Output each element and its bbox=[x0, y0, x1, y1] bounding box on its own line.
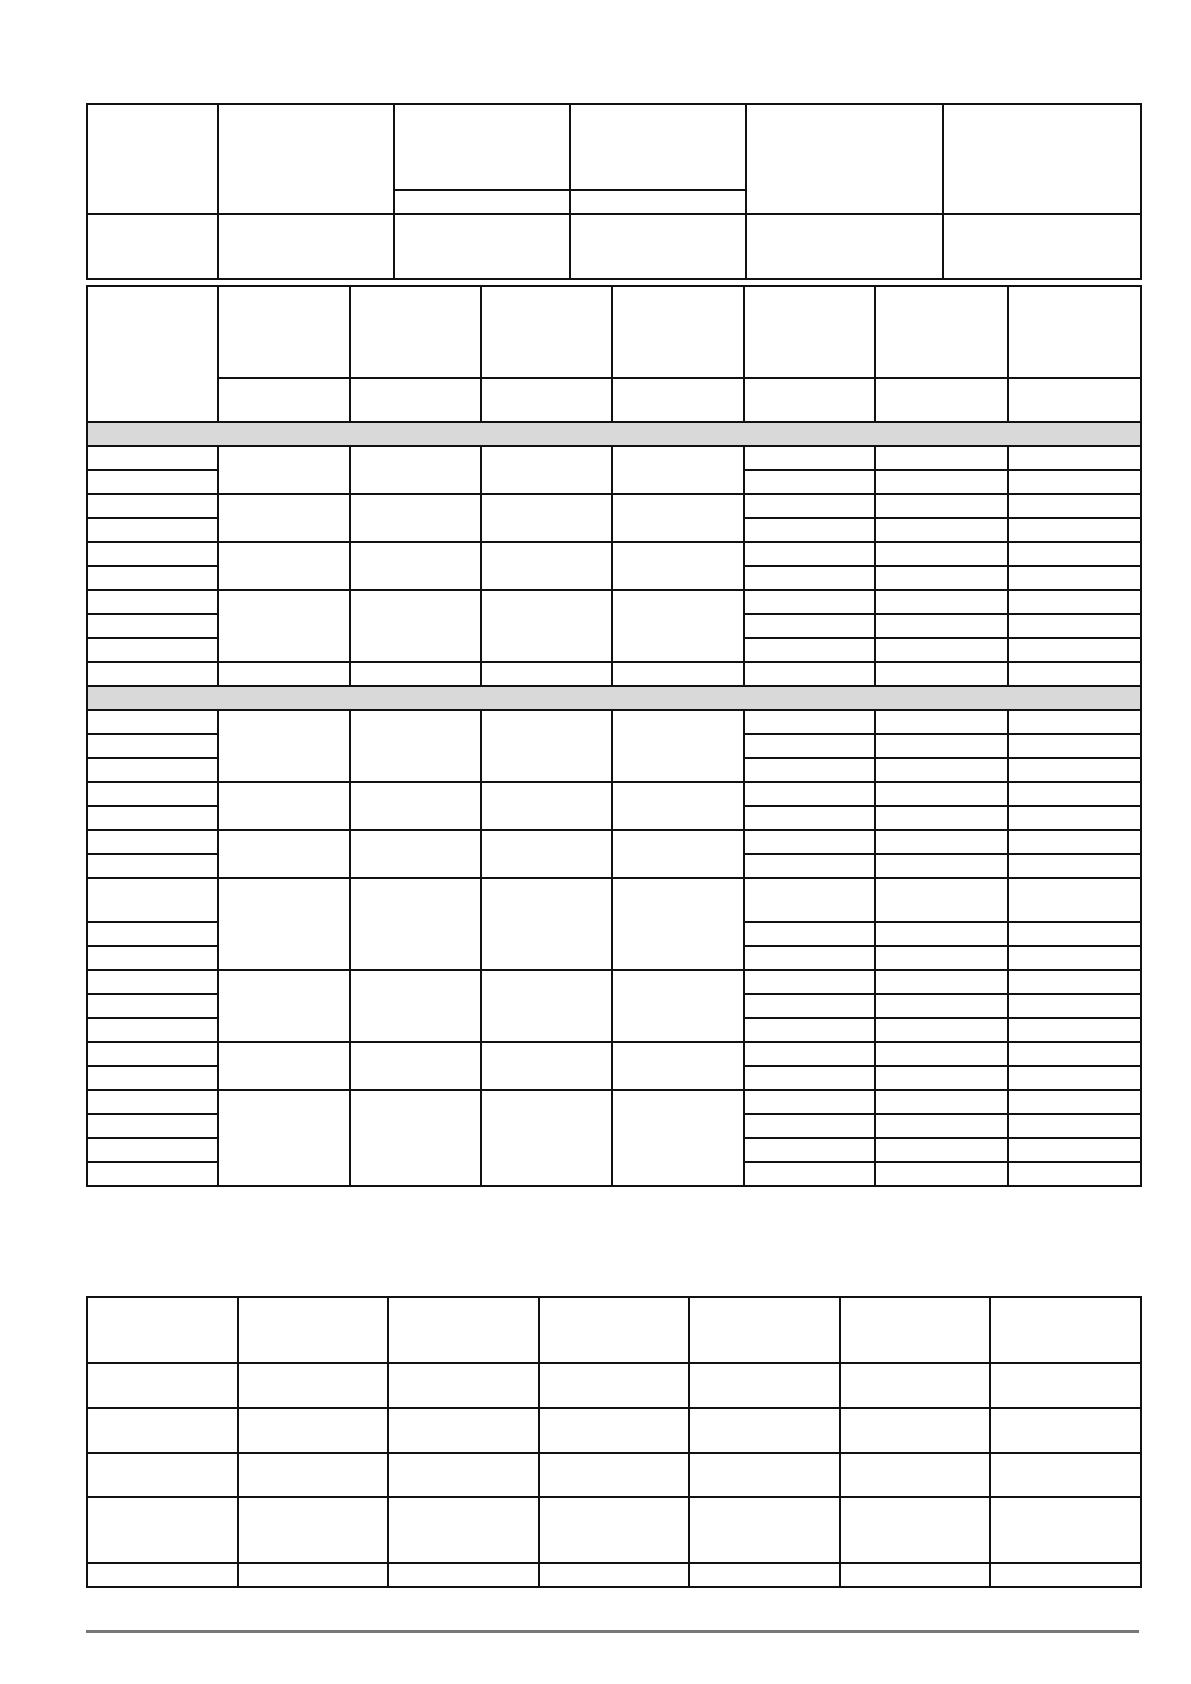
table-row bbox=[87, 104, 1141, 190]
table-row bbox=[87, 970, 1141, 994]
table-cell bbox=[218, 214, 394, 279]
table-cell bbox=[689, 1453, 840, 1497]
table-cell bbox=[744, 878, 875, 922]
table-cell bbox=[875, 854, 1008, 878]
table-cell bbox=[744, 830, 875, 854]
table-cell bbox=[87, 104, 218, 214]
table-cell bbox=[875, 1042, 1008, 1066]
table-cell bbox=[481, 542, 612, 590]
table-cell bbox=[87, 214, 218, 279]
table-cell bbox=[87, 1563, 238, 1587]
table-cell bbox=[87, 638, 218, 662]
table-cell bbox=[990, 1408, 1141, 1453]
table-cell bbox=[744, 566, 875, 590]
table-cell bbox=[1008, 782, 1141, 806]
table-cell bbox=[350, 970, 481, 1042]
table-cell bbox=[87, 1453, 238, 1497]
table-cell bbox=[744, 922, 875, 946]
table-cell bbox=[689, 1363, 840, 1408]
table-cell bbox=[744, 1114, 875, 1138]
table-cell bbox=[1008, 494, 1141, 518]
table-row bbox=[87, 378, 1141, 422]
table-cell bbox=[87, 830, 218, 854]
table-cell bbox=[875, 494, 1008, 518]
table-cell bbox=[990, 1453, 1141, 1497]
table-header-cell bbox=[481, 378, 612, 422]
table-cell bbox=[1008, 710, 1141, 734]
table-cell bbox=[539, 1363, 689, 1408]
table-cell bbox=[87, 1363, 238, 1408]
table-cell bbox=[350, 542, 481, 590]
table-cell bbox=[1008, 806, 1141, 830]
table-cell bbox=[875, 1066, 1008, 1090]
table-cell bbox=[87, 970, 218, 994]
table-cell bbox=[87, 782, 218, 806]
table-cell bbox=[87, 1408, 238, 1453]
table-cell bbox=[875, 710, 1008, 734]
table-cell bbox=[1008, 758, 1141, 782]
table-cell bbox=[612, 710, 744, 782]
table-cell bbox=[990, 1497, 1141, 1563]
table-cell bbox=[612, 494, 744, 542]
table-cell bbox=[218, 662, 350, 686]
table-cell bbox=[87, 566, 218, 590]
table-cell bbox=[612, 590, 744, 662]
table-cell bbox=[87, 1162, 218, 1186]
table-cell bbox=[875, 638, 1008, 662]
table-cell bbox=[87, 1090, 218, 1114]
table-cell bbox=[87, 518, 218, 542]
table-cell bbox=[1008, 1114, 1141, 1138]
table-cell bbox=[570, 104, 746, 190]
table-cell bbox=[744, 734, 875, 758]
table-cell bbox=[218, 830, 350, 878]
table-cell bbox=[1008, 470, 1141, 494]
table-cell bbox=[744, 854, 875, 878]
table-cell bbox=[1008, 830, 1141, 854]
table-cell bbox=[612, 1090, 744, 1186]
table-cell bbox=[218, 1090, 350, 1186]
table-row bbox=[87, 830, 1141, 854]
footer-rule bbox=[86, 1630, 1139, 1633]
table-cell bbox=[394, 104, 570, 190]
table-cell bbox=[87, 1066, 218, 1090]
table-cell bbox=[744, 1042, 875, 1066]
table-cell bbox=[87, 1497, 238, 1563]
table-cell bbox=[218, 590, 350, 662]
table-cell bbox=[350, 782, 481, 830]
section-band bbox=[87, 422, 1141, 446]
table-cell bbox=[689, 1408, 840, 1453]
table-cell bbox=[875, 470, 1008, 494]
table-cell bbox=[875, 734, 1008, 758]
table-cell bbox=[744, 1018, 875, 1042]
table-header-cell bbox=[539, 1297, 689, 1363]
table-cell bbox=[746, 104, 943, 214]
table-row bbox=[87, 1297, 1141, 1363]
table-cell bbox=[87, 494, 218, 518]
section-band-row bbox=[87, 422, 1141, 446]
table-cell bbox=[943, 214, 1141, 279]
summary-table bbox=[86, 103, 1142, 280]
table-cell bbox=[612, 830, 744, 878]
section-band bbox=[87, 686, 1141, 710]
table-cell bbox=[388, 1363, 539, 1408]
table-cell bbox=[744, 518, 875, 542]
table-cell bbox=[612, 1042, 744, 1090]
table-cell bbox=[612, 662, 744, 686]
table-cell bbox=[612, 782, 744, 830]
table-cell bbox=[840, 1497, 990, 1563]
table-cell bbox=[744, 806, 875, 830]
table-cell bbox=[481, 446, 612, 494]
table-header-cell bbox=[1008, 378, 1141, 422]
main-data-table bbox=[86, 285, 1142, 1187]
table-row bbox=[87, 1497, 1141, 1563]
table-cell bbox=[1008, 446, 1141, 470]
table-cell bbox=[875, 590, 1008, 614]
table-cell bbox=[238, 1453, 388, 1497]
table-cell bbox=[875, 566, 1008, 590]
table-header-cell bbox=[744, 378, 875, 422]
table-cell bbox=[744, 1162, 875, 1186]
table-cell bbox=[875, 662, 1008, 686]
table-cell bbox=[350, 662, 481, 686]
table-cell bbox=[875, 1090, 1008, 1114]
table-cell bbox=[238, 1497, 388, 1563]
table-cell bbox=[87, 662, 218, 686]
table-row bbox=[87, 710, 1141, 734]
table-cell bbox=[539, 1563, 689, 1587]
table-cell bbox=[744, 1090, 875, 1114]
table-header-cell bbox=[612, 378, 744, 422]
table-cell bbox=[744, 542, 875, 566]
table-cell bbox=[87, 946, 218, 970]
table-cell bbox=[612, 542, 744, 590]
table-cell bbox=[1008, 1018, 1141, 1042]
table-cell bbox=[481, 590, 612, 662]
table-cell bbox=[350, 446, 481, 494]
table-row bbox=[87, 214, 1141, 279]
table-cell bbox=[1008, 1162, 1141, 1186]
table-cell bbox=[875, 614, 1008, 638]
table-cell bbox=[1008, 854, 1141, 878]
table-row bbox=[87, 1363, 1141, 1408]
table-cell bbox=[87, 734, 218, 758]
table-cell bbox=[744, 970, 875, 994]
table-cell bbox=[1008, 566, 1141, 590]
table-cell bbox=[744, 782, 875, 806]
table-cell bbox=[875, 1162, 1008, 1186]
table-cell bbox=[875, 446, 1008, 470]
table-cell bbox=[744, 1138, 875, 1162]
table-cell bbox=[87, 922, 218, 946]
table-cell bbox=[744, 470, 875, 494]
table-cell bbox=[1008, 970, 1141, 994]
table-cell bbox=[744, 638, 875, 662]
table-row bbox=[87, 286, 1141, 378]
table-cell bbox=[744, 710, 875, 734]
table-cell bbox=[388, 1563, 539, 1587]
table-cell bbox=[875, 994, 1008, 1018]
table-cell bbox=[87, 1138, 218, 1162]
table-cell bbox=[875, 970, 1008, 994]
table-row bbox=[87, 1453, 1141, 1497]
table-header-cell bbox=[990, 1297, 1141, 1363]
table-header-cell bbox=[388, 1297, 539, 1363]
table-cell bbox=[539, 1497, 689, 1563]
table-cell bbox=[875, 518, 1008, 542]
table-header-cell bbox=[238, 1297, 388, 1363]
table-cell bbox=[87, 446, 218, 470]
table-cell bbox=[875, 946, 1008, 970]
table-cell bbox=[840, 1363, 990, 1408]
table-header-cell bbox=[350, 378, 481, 422]
table-cell bbox=[875, 878, 1008, 922]
table-cell bbox=[218, 710, 350, 782]
table-cell bbox=[87, 994, 218, 1018]
table-header-cell bbox=[87, 1297, 238, 1363]
table-cell bbox=[1008, 734, 1141, 758]
table-row bbox=[87, 878, 1141, 922]
table-header-cell bbox=[218, 286, 350, 378]
table-cell bbox=[744, 662, 875, 686]
table-cell bbox=[218, 782, 350, 830]
table-cell bbox=[87, 614, 218, 638]
table-cell bbox=[612, 446, 744, 494]
table-cell bbox=[218, 1042, 350, 1090]
table-header-cell bbox=[744, 286, 875, 378]
table-cell bbox=[744, 1066, 875, 1090]
table-cell bbox=[539, 1453, 689, 1497]
table-row bbox=[87, 1042, 1141, 1066]
table-cell bbox=[875, 542, 1008, 566]
table-cell bbox=[87, 1042, 218, 1066]
table-row bbox=[87, 1090, 1141, 1114]
table-cell bbox=[481, 782, 612, 830]
table-cell bbox=[87, 542, 218, 566]
table-cell bbox=[1008, 1066, 1141, 1090]
table-cell bbox=[689, 1563, 840, 1587]
table-cell bbox=[1008, 518, 1141, 542]
table-cell bbox=[1008, 994, 1141, 1018]
table-cell bbox=[840, 1453, 990, 1497]
table-header-cell bbox=[612, 286, 744, 378]
table-cell bbox=[87, 710, 218, 734]
table-cell bbox=[481, 710, 612, 782]
table-cell bbox=[612, 970, 744, 1042]
table-cell bbox=[1008, 922, 1141, 946]
table-total-row bbox=[87, 662, 1141, 686]
table-cell bbox=[218, 970, 350, 1042]
table-row bbox=[87, 1408, 1141, 1453]
table-cell bbox=[218, 878, 350, 970]
table-cell bbox=[350, 830, 481, 878]
table-cell bbox=[1008, 1042, 1141, 1066]
lower-table bbox=[86, 1296, 1142, 1588]
table-cell bbox=[875, 830, 1008, 854]
table-cell bbox=[388, 1408, 539, 1453]
table-header-cell bbox=[689, 1297, 840, 1363]
table-cell bbox=[875, 758, 1008, 782]
table-cell bbox=[746, 214, 943, 279]
table-cell bbox=[1008, 1138, 1141, 1162]
table-cell bbox=[218, 446, 350, 494]
table-cell bbox=[218, 104, 394, 214]
table-cell bbox=[481, 830, 612, 878]
table-cell bbox=[481, 662, 612, 686]
table-cell bbox=[481, 970, 612, 1042]
table-cell bbox=[943, 104, 1141, 214]
table-header-cell bbox=[87, 286, 218, 422]
table-cell bbox=[87, 854, 218, 878]
table-header-cell bbox=[840, 1297, 990, 1363]
table-cell bbox=[394, 214, 570, 279]
table-cell bbox=[990, 1363, 1141, 1408]
table-cell bbox=[875, 1114, 1008, 1138]
table-cell bbox=[481, 494, 612, 542]
table-cell bbox=[238, 1563, 388, 1587]
table-cell bbox=[87, 590, 218, 614]
table-cell bbox=[1008, 1090, 1141, 1114]
table-cell bbox=[87, 806, 218, 830]
table-cell bbox=[1008, 662, 1141, 686]
table-cell bbox=[744, 494, 875, 518]
table-header-cell bbox=[218, 378, 350, 422]
table-cell bbox=[612, 878, 744, 970]
table-cell bbox=[875, 922, 1008, 946]
table-cell bbox=[388, 1453, 539, 1497]
table-cell bbox=[481, 1090, 612, 1186]
table-header-cell bbox=[875, 286, 1008, 378]
table-cell bbox=[238, 1408, 388, 1453]
table-cell bbox=[87, 470, 218, 494]
table-cell bbox=[744, 446, 875, 470]
table-cell bbox=[394, 190, 570, 214]
table-cell bbox=[350, 590, 481, 662]
table-cell bbox=[1008, 614, 1141, 638]
table-header-cell bbox=[1008, 286, 1141, 378]
table-cell bbox=[1008, 590, 1141, 614]
table-row bbox=[87, 1563, 1141, 1587]
table-cell bbox=[350, 494, 481, 542]
table-cell bbox=[840, 1563, 990, 1587]
table-cell bbox=[388, 1497, 539, 1563]
table-row bbox=[87, 542, 1141, 566]
table-cell bbox=[990, 1563, 1141, 1587]
table-cell bbox=[1008, 638, 1141, 662]
table-cell bbox=[350, 1090, 481, 1186]
table-cell bbox=[87, 1018, 218, 1042]
table-cell bbox=[350, 878, 481, 970]
table-cell bbox=[350, 710, 481, 782]
table-row bbox=[87, 782, 1141, 806]
table-cell bbox=[875, 806, 1008, 830]
table-cell bbox=[1008, 946, 1141, 970]
table-cell bbox=[875, 782, 1008, 806]
table-cell bbox=[539, 1408, 689, 1453]
table-header-cell bbox=[481, 286, 612, 378]
table-cell bbox=[570, 214, 746, 279]
table-cell bbox=[87, 878, 218, 922]
table-cell bbox=[744, 994, 875, 1018]
table-cell bbox=[744, 758, 875, 782]
table-cell bbox=[481, 1042, 612, 1090]
table-cell bbox=[1008, 542, 1141, 566]
table-cell bbox=[570, 190, 746, 214]
table-cell bbox=[875, 1138, 1008, 1162]
table-cell bbox=[87, 758, 218, 782]
table-header-cell bbox=[875, 378, 1008, 422]
table-row bbox=[87, 494, 1141, 518]
table-cell bbox=[744, 946, 875, 970]
table-row bbox=[87, 446, 1141, 470]
table-header-cell bbox=[350, 286, 481, 378]
table-cell bbox=[218, 542, 350, 590]
table-cell bbox=[744, 590, 875, 614]
table-cell bbox=[689, 1497, 840, 1563]
table-cell bbox=[840, 1408, 990, 1453]
section-band-row bbox=[87, 686, 1141, 710]
table-cell bbox=[350, 1042, 481, 1090]
table-cell bbox=[87, 1114, 218, 1138]
table-cell bbox=[481, 878, 612, 970]
table-cell bbox=[744, 614, 875, 638]
table-cell bbox=[1008, 878, 1141, 922]
table-cell bbox=[875, 1018, 1008, 1042]
table-cell bbox=[218, 494, 350, 542]
table-row bbox=[87, 590, 1141, 614]
table-cell bbox=[238, 1363, 388, 1408]
